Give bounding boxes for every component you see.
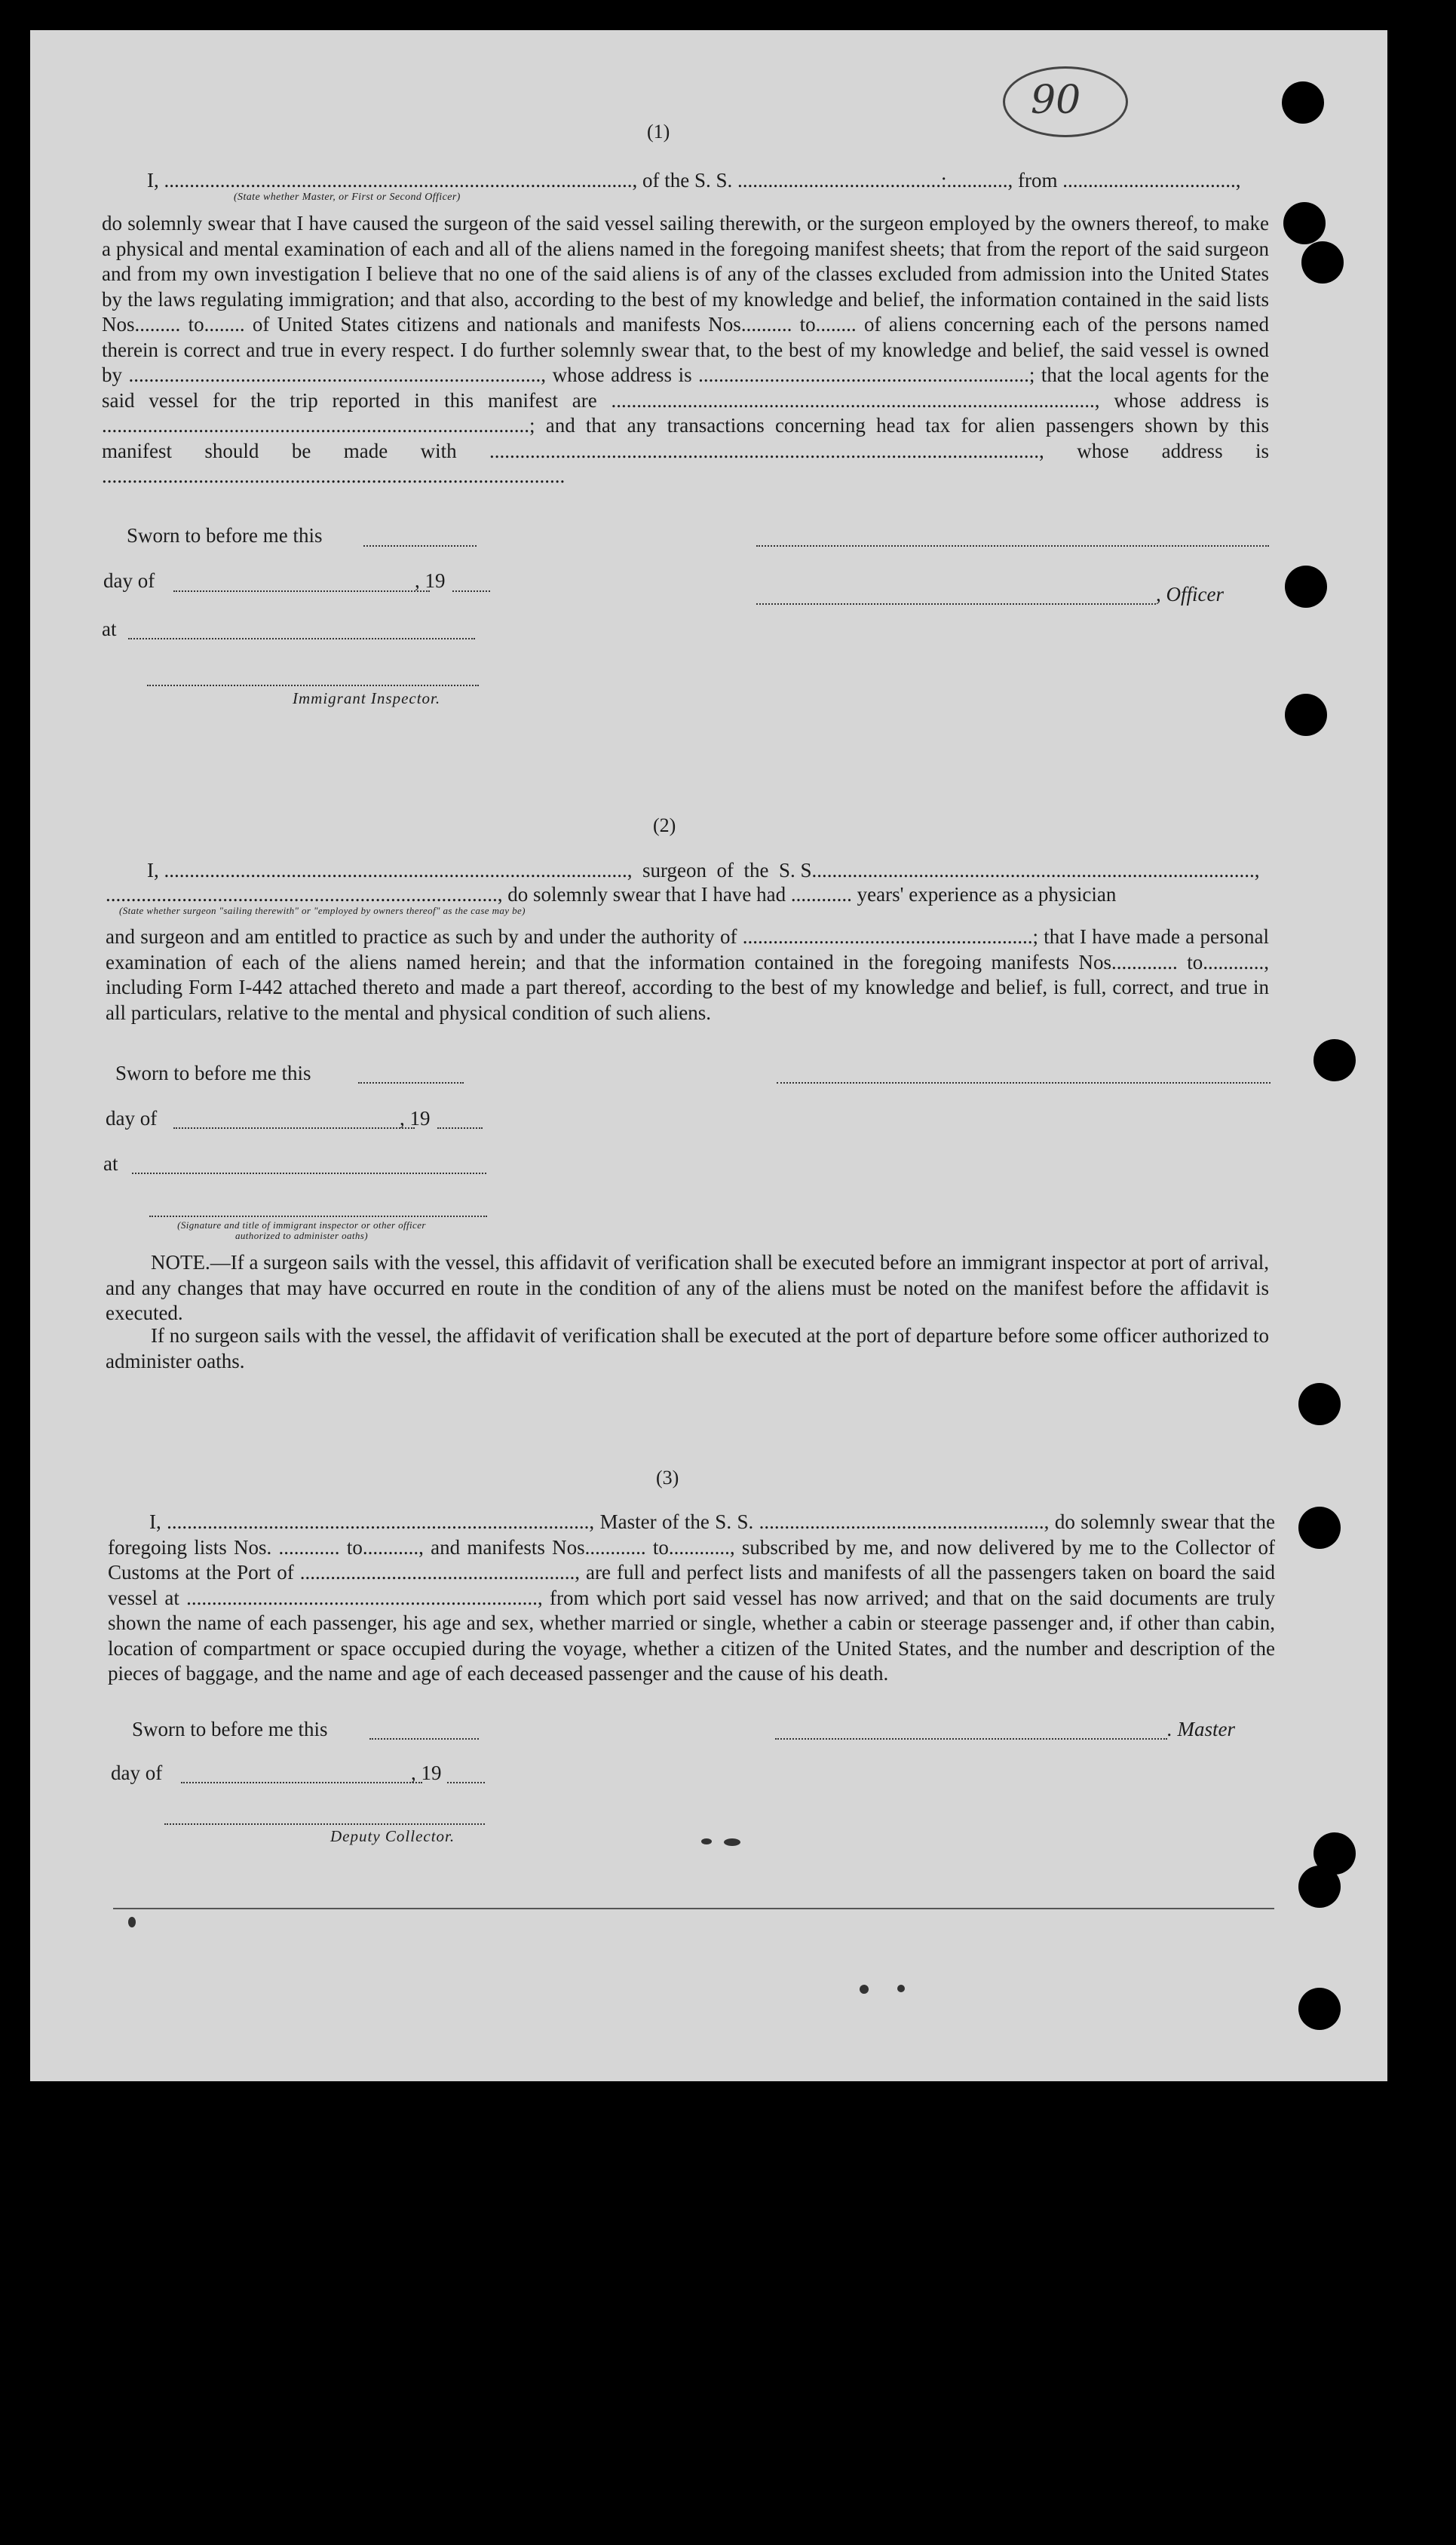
section-3-master-label: . Master (1167, 1718, 1235, 1740)
section-1-inspector-caption: Immigrant Inspector. (293, 689, 441, 707)
section-2-sub-label: (State whether surgeon "sailing therewith" or "employed by owners thereof" as the case may be) (119, 905, 526, 916)
section-2-day-line (173, 1127, 415, 1129)
page-number: 90 (1031, 78, 1081, 123)
section-2-body: and surgeon and am entitled to practice as such by and under the authority of .........................................................; that I have made a personal examination of each of the aliens named herein; and that the information contained in the foregoing manifests Nos............. to............, including Form I-442 attached thereto and made a part thereof, according to the best of my knowledge and belief, is full, correct, and true in all particulars, relative to the mental and physical condition of such aliens. (106, 925, 1269, 1024)
section-2-line-1: I, ..........................................................................................., surgeon of the S. S......................................................................................., (147, 859, 1260, 882)
manifest-page (30, 30, 1387, 2081)
section-1-inspector-line (147, 685, 479, 686)
binder-hole (1298, 1383, 1341, 1425)
section-1-number: (1) (647, 121, 670, 143)
ink-smudge (128, 1917, 136, 1927)
section-3-day-of: day of (111, 1762, 163, 1784)
section-1-year: , 19 (415, 569, 446, 592)
section-3-sworn-line (369, 1738, 479, 1740)
section-1-at-line (128, 638, 475, 639)
ink-smudge (897, 1985, 905, 1992)
section-2-line-2: ............................................................................., do solemnly swear that I have had ............ years' experience as a physician (106, 883, 1117, 906)
section-1-body: do solemnly swear that I have caused the surgeon of the said vessel sailing therewith, or the surgeon employed by the owners thereof, to make a physical and mental examination of each and all of the aliens named in the foregoing manifest sheets; that from the report of the said surgeon and from my own investigation I believe that no one of the said aliens is of any of the classes excluded from admission into the United States by the laws regulating immigration; and that also, according to the best of my knowledge and belief, the information contained in the said lists Nos......... to........ of United States citizens and nationals and manifests Nos.......... to........ of aliens concerning each of the persons named therein is correct and true in every respect. I do further solemnly swear that, to the best of my knowledge and belief, the said vessel is owned by ................................................................................., whose address is .................................................................; that the local agents for the said vessel for the trip reported in this manifest are ..............................................................................................., whose address is ....................................................................................; and that any transactions concerning head tax for alien passengers shown by this manifest should be made with ............................................................................................................, whose address is ........................................................................................... (102, 212, 1269, 487)
section-1-at: at (102, 618, 117, 640)
section-1-sworn: Sworn to before me this (127, 524, 323, 547)
binder-hole (1283, 202, 1326, 244)
section-1-sworn-line (363, 545, 477, 547)
section-3-deputy-caption: Deputy Collector. (330, 1827, 455, 1845)
section-3-year: , 19 (411, 1762, 442, 1784)
section-3-number: (3) (656, 1467, 679, 1489)
section-3-sworn: Sworn to before me this (132, 1718, 328, 1740)
note-text: —If a surgeon sails with the vessel, this affidavit of verification shall be executed before an immigrant inspector at port of arrival, and any changes that may have occurred en route in the condition of any of the aliens must be noted on the manifest before the affidavit is executed. (106, 1251, 1269, 1324)
section-2-year: , 19 (400, 1107, 431, 1130)
section-3-master-line (775, 1738, 1167, 1740)
binder-hole (1282, 81, 1324, 124)
section-1-year-line (452, 590, 490, 592)
section-1-day-of: day of (103, 569, 155, 592)
section-1-sub-label: (State whether Master, or First or Second Officer) (234, 192, 461, 203)
binder-hole (1313, 1039, 1356, 1081)
binder-hole (1285, 566, 1327, 608)
binder-hole (1301, 241, 1344, 284)
section-2-day-of: day of (106, 1107, 158, 1130)
section-1-officer-label: , Officer (1156, 583, 1224, 606)
ink-smudge (701, 1838, 712, 1844)
section-2-number: (2) (653, 814, 676, 836)
section-2-at-line (132, 1173, 486, 1174)
section-2-at: at (103, 1152, 118, 1175)
binder-hole (1285, 694, 1327, 736)
section-1-line-1: I, ............................................................................................, of the S. S. ........................................:............, from .................................., (147, 169, 1241, 192)
binder-hole (1298, 1507, 1341, 1549)
binder-hole (1298, 1866, 1341, 1908)
binder-hole (1298, 1988, 1341, 2030)
section-2-sworn-line (358, 1082, 464, 1084)
section-1-signature-line (756, 545, 1269, 547)
section-1-officer-line (756, 603, 1156, 605)
section-3-deputy-line (164, 1823, 485, 1825)
page-number-stamp (1003, 66, 1128, 137)
note-label: NOTE. (151, 1251, 210, 1274)
section-2-sworn: Sworn to before me this (115, 1062, 311, 1084)
section-2-inspector-line (149, 1216, 487, 1217)
section-2-note-2: If no surgeon sails with the vessel, the affidavit of verification shall be executed at the port of departure before some officer authorized to administer oaths. (106, 1324, 1269, 1372)
section-1-day-line (173, 590, 430, 592)
ink-smudge (860, 1985, 869, 1994)
ink-smudge (724, 1838, 740, 1846)
section-2-year-line (437, 1127, 483, 1129)
section-3-day-line (181, 1782, 422, 1783)
section-3-body: I, ..................................................................................., Master of the S. S. ........................................................, do solemnly swear that the foregoing lists Nos. ............ to..........., and manifests Nos............ to............, subscribed by me, and now delivered by me to the Collector of Customs at the Port of ......................................................, are full and perfect lists and manifests of all the passengers taken on board the said vessel at ....................................................................., from which port said vessel has now arrived; and that on the said documents are truly shown the name of each passenger, his age and sex, whether married or single, whether a cabin or steerage passenger and, if other than cabin, location of compartment or space occupied during the voyage, whether a citizen of the United States, and the number and description of the pieces of baggage, and the name and age of each deceased passenger and the cause of his death. (108, 1510, 1275, 1685)
section-3-year-line (447, 1782, 485, 1783)
section-2-signature-line (777, 1082, 1271, 1084)
section-2-note (106, 1250, 1269, 1326)
bottom-rule (113, 1908, 1274, 1909)
section-2-signature-caption: (Signature and title of immigrant inspector or other officer authorized to administer oaths) (177, 1219, 426, 1241)
